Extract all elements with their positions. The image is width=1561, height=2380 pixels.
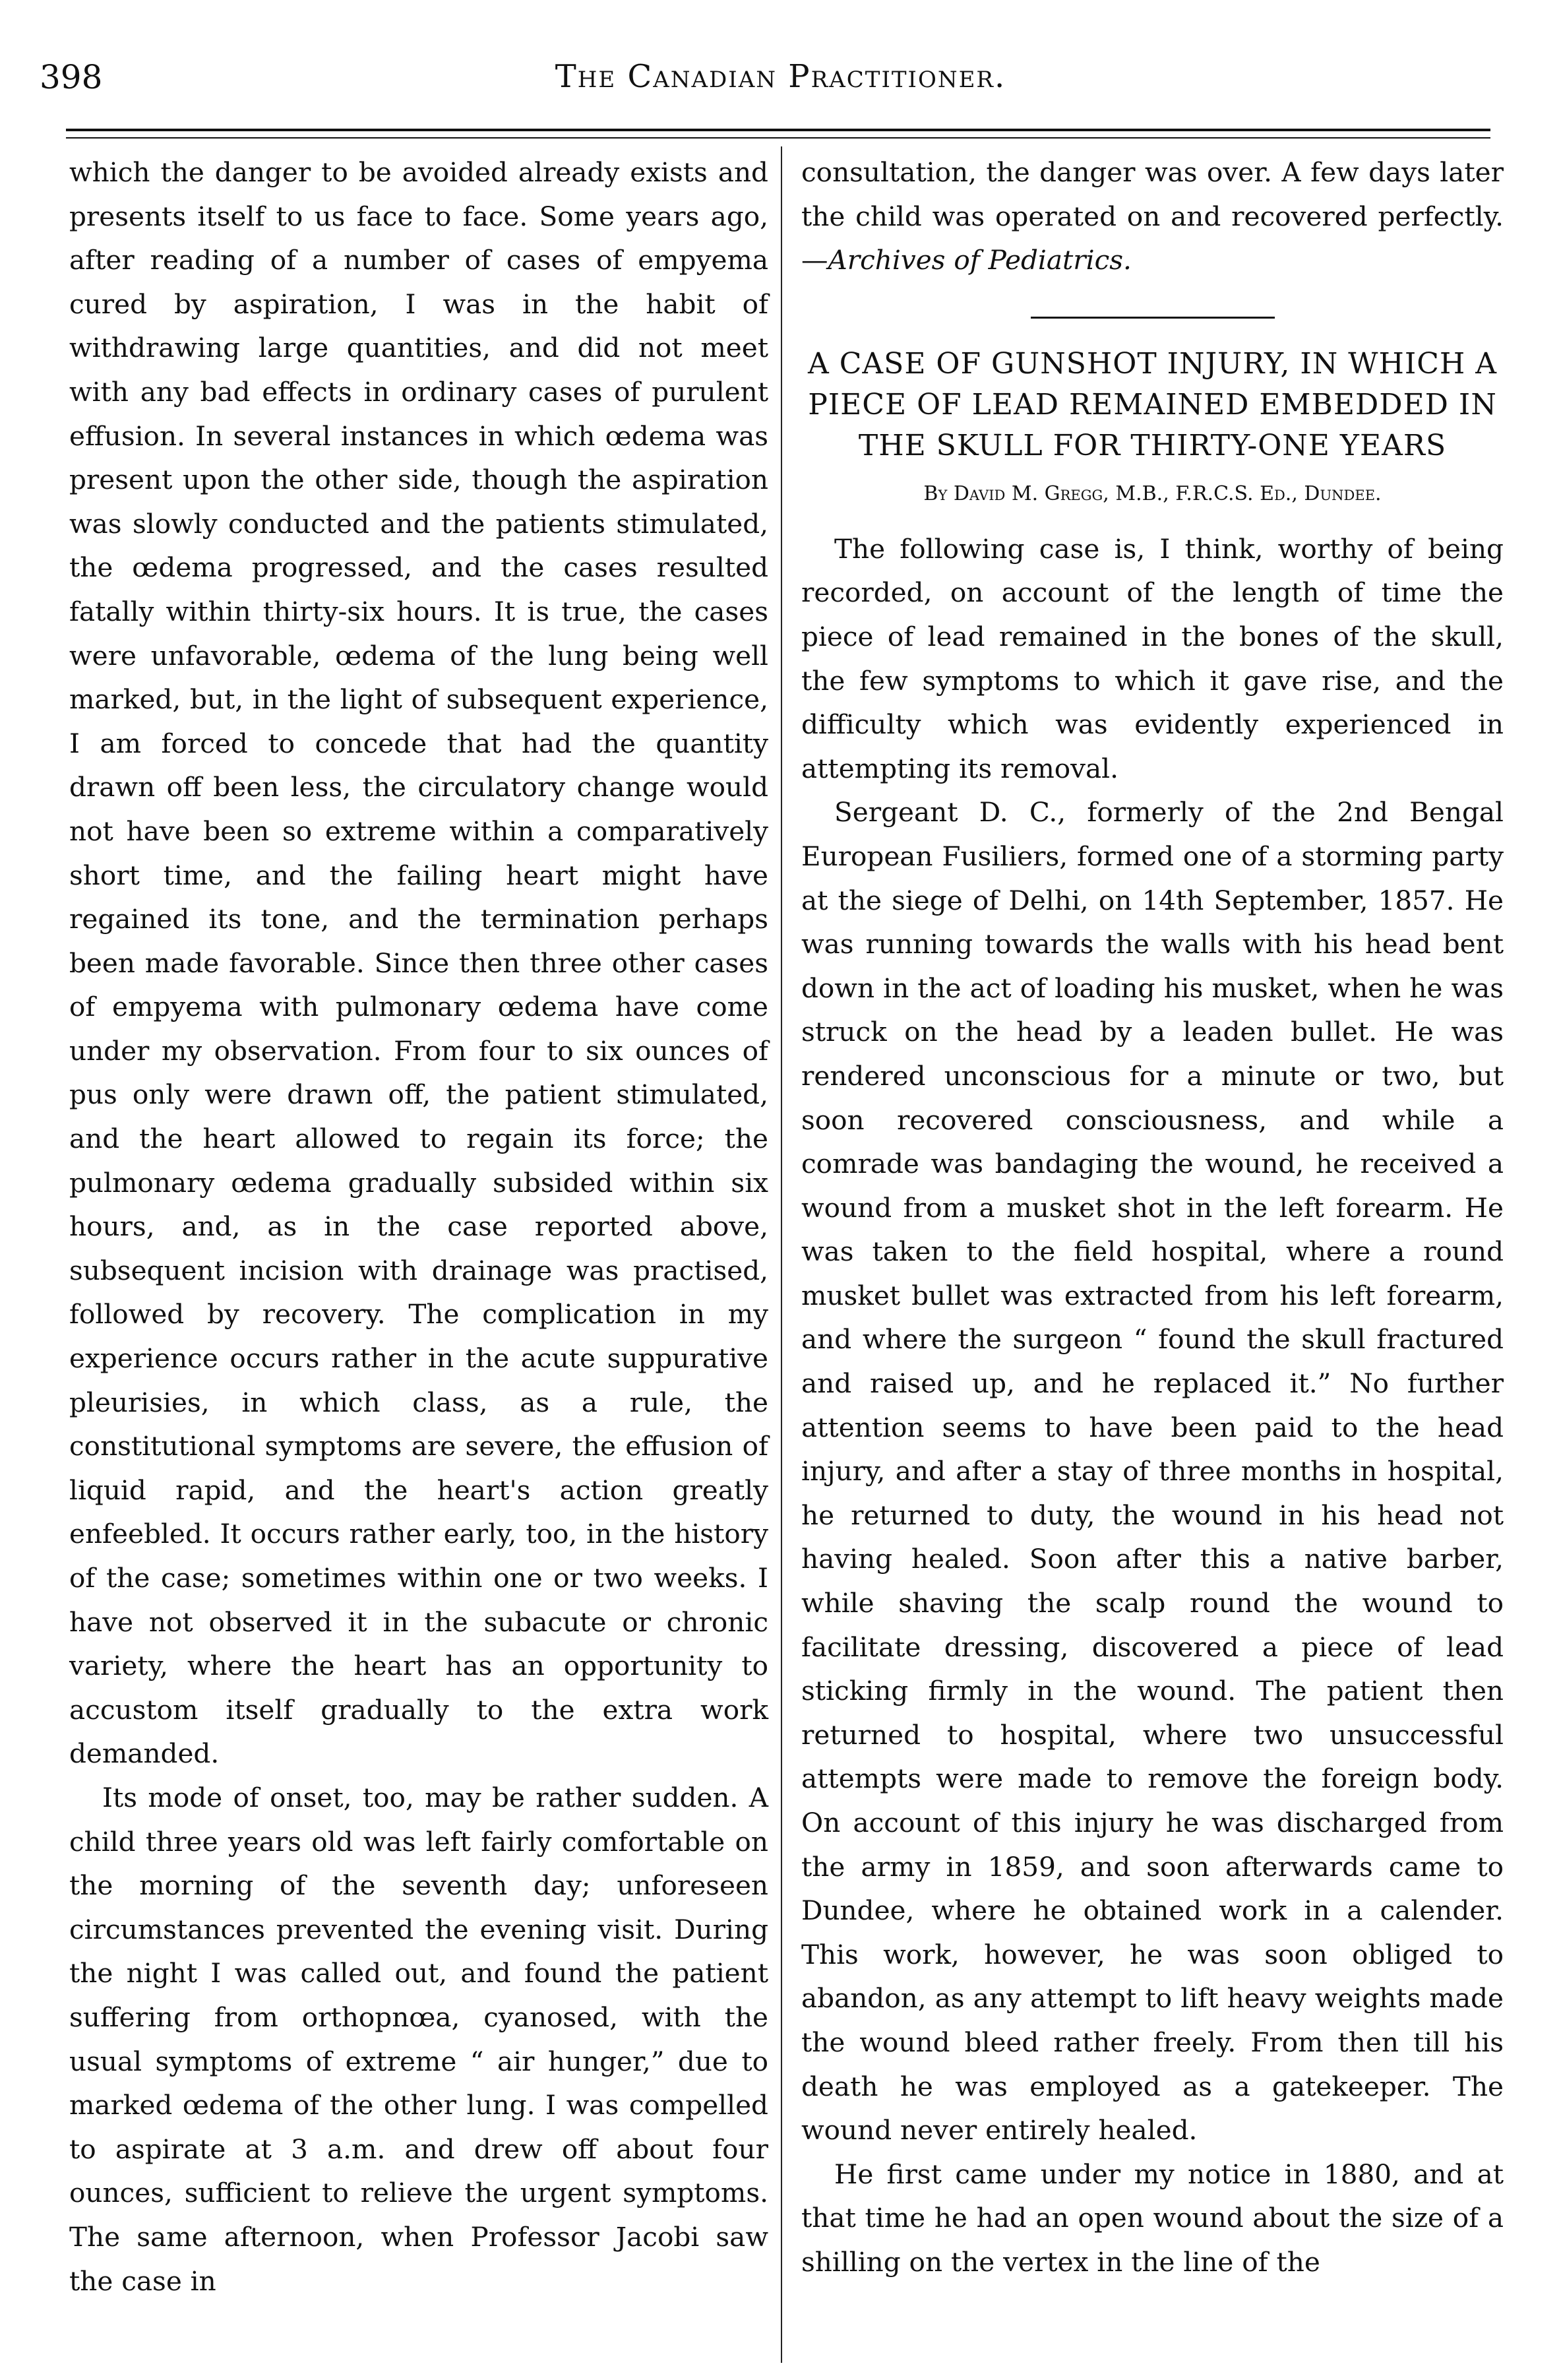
left-paragraph-1: which the danger to be avoided already exists and presents itself to us face to face. Some years ago, after reading of a number of cases of empyema cured by aspiration, I was in the habit of withdrawing large quantities, and did not meet with any bad effects in ordinary cases of purulent effusion. In several instances in which œdema was present upon the other side, though the aspiration was slowly conducted and the patients stimulated, the œdema progressed, and the cases resulted fatally within thirty-six hours. It is true, the cases were unfavorable, œdema of the lung being well marked, but, in the light of subsequent experience, I am forced to concede that had the quantity drawn off been less, the circulatory change would not have been so extreme within a comparatively short time, and the failing heart might have regained its tone, and the termination perhaps been made favorable. Since then three other cases of empyema with pulmonary œdema have come under my observation. From four to six ounces of pus only were drawn off, the patient stimulated, and the heart allowed to regain its force; the pulmonary œdema gradually subsided within six hours, and, as in the case reported above, subsequent incision with drainage was practised, followed by recovery. The complication in my experience occurs rather in the acute suppurative pleurisies, in which class, as a rule, the constitutional symptoms are severe, the effusion of liquid rapid, and the heart's action greatly enfeebled. It occurs rather early, too, in the history of the case; sometimes within one or two weeks. I have not observed it in the subacute or chronic variety, where the heart has an opportunity to accustom itself gradually to the extra work demanded.	[69, 156, 768, 1770]
right-paragraph-2: Sergeant D. C., formerly of the 2nd Bengal European Fusiliers, formed one of a storming party at the siege of Delhi, on 14th September, 1857. He was running towards the walls with his head bent down in the act of loading his musket, when he was struck on the head by a leaden bullet. He was rendered unconscious for a minute or two, but soon recovered consciousness, and while a comrade was bandaging the wound, he received a wound from a musket shot in the left forearm. He was taken to the field hospital, where a round musket bullet was extracted from his left forearm, and where the surgeon “ found the skull fractured and raised up, and he replaced it.” No further attention seems to have been paid to the head injury, and after a stay of three months in hospital, he returned to duty, the wound in his head not having healed. Soon after this a native barber, while shaving the scalp round the wound to facilitate dressing, discovered a piece of lead sticking firmly in the wound. The patient then returned to hospital, where two unsuccessful attempts were made to remove the foreign body. On account of this injury he was discharged from the army in 1859, and soon afterwards came to Dundee, where he obtained work in a calender. This work, however, he was soon obliged to abandon, as any attempt to lift heavy weights made the wound bleed rather freely. From then till his death he was employed as a gatekeeper. The wound never entirely healed.	[801, 796, 1504, 2146]
previous-article-ending	[801, 150, 1504, 282]
right-column	[801, 150, 1504, 2284]
article-title: A CASE OF GUNSHOT INJURY, IN WHICH A PIECE OF LEAD REMAINED EMBEDDED IN THE SKULL FOR THIRTY-ONE YEARS	[807, 346, 1498, 462]
running-title: The Canadian Practitioner.	[555, 58, 1006, 95]
article-separator-rule	[1031, 317, 1275, 319]
right-paragraph-3: He first came under my notice in 1880, and at that time he had an open wound about the size of a shilling on the vertex in the line of the	[801, 2158, 1504, 2278]
header-rule-thin	[66, 137, 1490, 139]
article-byline: By David M. Gregg, M.B., F.R.C.S. Ed., Dundee.	[923, 482, 1382, 505]
left-paragraph-2: Its mode of onset, too, may be rather sudden. A child three years old was left fairly comfortable on the morning of the seventh day; unforeseen circumstances prevented the evening visit. During the night I was called out, and found the patient suffering from orthopnœa, cyanosed, with the usual symptoms of extreme “ air hunger,” due to marked œdema of the other lung. I was compelled to aspirate at 3 a.m. and drew off about four ounces, sufficient to relieve the urgent symptoms. The same afternoon, when Professor Jacobi saw the case in	[69, 1781, 768, 2297]
continuation-text: consultation, the danger was over. A few days later the child was operated on and recovered perfectly.—	[801, 156, 1504, 276]
left-column	[69, 150, 768, 2303]
header-rule-thick	[66, 129, 1490, 131]
page-number: 398	[40, 58, 103, 96]
source-citation: Archives of Pediatrics.	[828, 244, 1132, 276]
column-divider	[781, 146, 782, 2363]
right-paragraph-1: The following case is, I think, worthy of being recorded, on account of the length of time the piece of lead remained in the bones of the skull, the few symptoms to which it gave rise, and the difficulty which was evidently experienced in attempting its removal.	[801, 532, 1504, 784]
